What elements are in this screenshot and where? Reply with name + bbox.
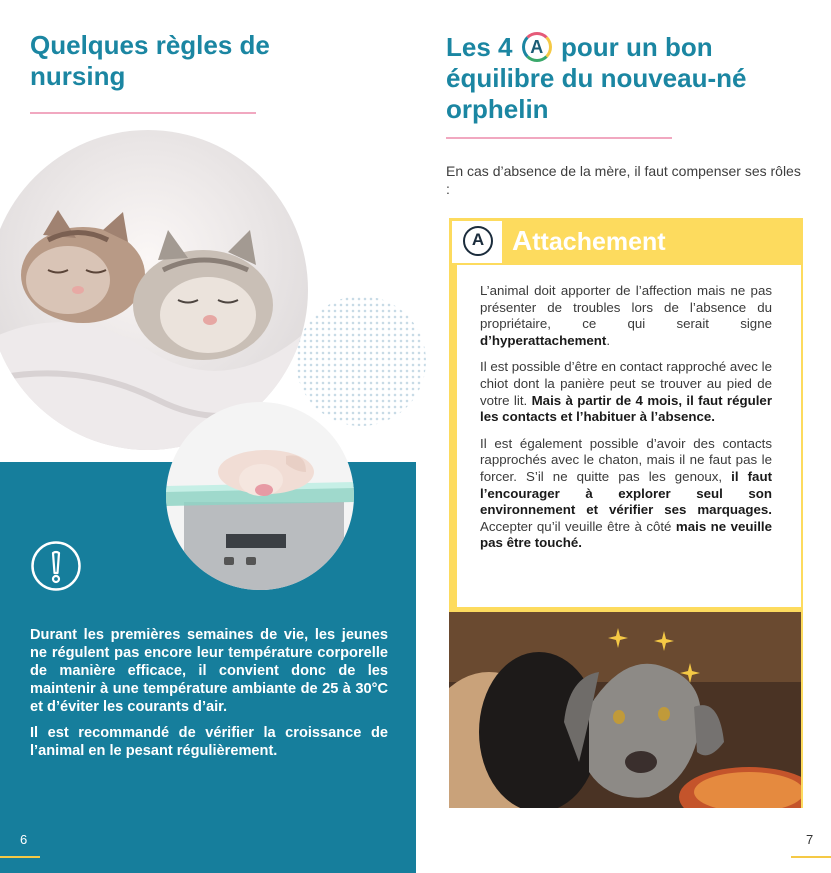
page-title-right — [446, 32, 826, 125]
p2-run-1: Mais à partir de 4 mois, il faut réguler les contacts et l’habituer à l’absence. — [480, 392, 773, 425]
title-underline-left — [30, 112, 256, 114]
dot-pattern-decoration — [296, 296, 426, 426]
page-title-left: Quelques règles de nursing — [30, 30, 270, 91]
page-number-right: 7 — [806, 832, 814, 847]
title-suffix: pour un bon équilibre du nouveau-né orphelin — [446, 32, 747, 124]
letter-a-icon: A — [463, 226, 493, 256]
page-number-underline-right — [791, 856, 831, 858]
p1-run-1: d’hyperattachement — [480, 332, 607, 348]
card-title — [512, 226, 666, 257]
p1-run-2: . — [606, 332, 611, 348]
exclamation-circle-icon — [30, 540, 82, 592]
p3-run-1: il faut l’encourager à explorer seul son environnement et vérifier ses marquages. — [480, 468, 772, 518]
card-paragraph-2 — [480, 359, 772, 425]
p2-run-0: Il est possible d’être en contact rapproché avec le chiot dont la panière peut se trouver au pied de votre lit. — [480, 359, 772, 408]
p3-run-0: Il est également possible d’avoir des contacts rapprochés avec le chaton, mais il ne faut pas le forcer. S’il ne quitte pas les genoux, — [480, 435, 772, 484]
intro-text: En cas d’absence de la mère, il faut compenser ses rôles : — [446, 163, 801, 197]
puppy-on-scale-photo — [166, 402, 354, 590]
nursing-paragraph-2: Il est recommandé de vérifier la croissance de l’animal en le pesant régulièrement. — [30, 725, 388, 759]
card-title-rest: ttachement — [532, 228, 666, 256]
p3-run-3: mais ne veuille pas être touché. — [480, 518, 772, 551]
sparkle-icon — [679, 662, 701, 684]
nursing-text — [30, 626, 388, 768]
dog-photo — [449, 612, 801, 808]
card-paragraph-1 — [480, 283, 772, 349]
card-title-initial: A — [512, 225, 533, 256]
p3-run-2: Accepter qu’il veuille être à côté — [480, 518, 676, 534]
sparkle-icon — [653, 630, 675, 652]
title-underline-right — [446, 137, 672, 139]
card-body — [480, 283, 772, 562]
page-number-underline-left — [0, 856, 40, 858]
sparkle-icon — [607, 627, 629, 649]
title-prefix: Les 4 — [446, 32, 513, 62]
page-number-left: 6 — [20, 832, 28, 847]
p1-run-0: L’animal doit apporter de l’affection mais ne pas présenter de troubles lors de l’absence du propriétaire, ce qui serait signe — [480, 283, 772, 332]
four-a-badge-icon: A — [522, 32, 552, 62]
nursing-paragraph-1: Durant les premières semaines de vie, les jeunes ne régulent pas encore leur température corporelle de manière efficace, il convient donc de les maintenir à une température ambiante de 25 à 30°C et d’éviter les courants d’air. — [30, 627, 388, 715]
card-paragraph-3 — [480, 436, 772, 552]
